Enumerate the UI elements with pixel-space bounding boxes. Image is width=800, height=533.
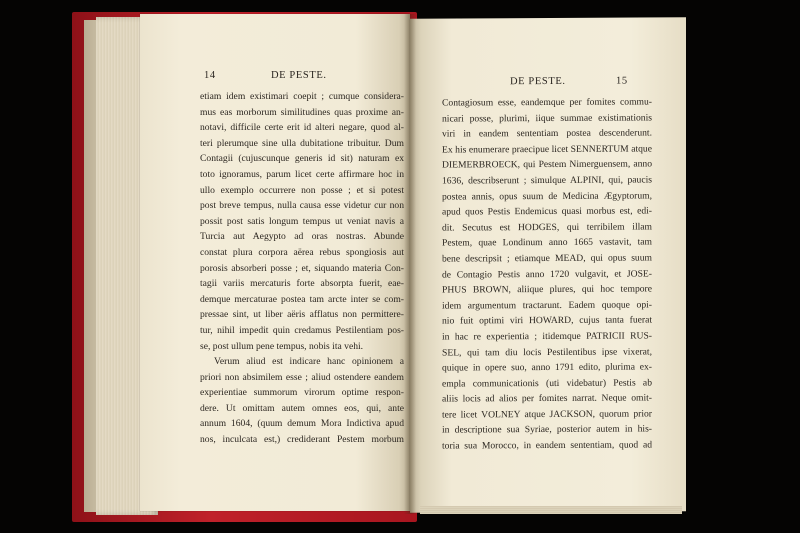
text-line: post breve tempus, nulla causa esse videtur cur non [200,200,404,212]
text-line: Ex his enumerare praecipue licet SENNERTUM atque [442,143,652,156]
right-page [410,17,686,512]
left-page [140,14,410,511]
text-line: dere. Ut omittam autem omnes eos, qui, ante [200,402,404,414]
right-running-head: DE PESTE. [510,75,566,88]
text-line: possit post satis longum tempus ut veniat navis a [200,215,404,227]
text-line: tur, nihil impedit quin credamus Pestilentiam pos- [200,324,404,336]
left-running-head: DE PESTE. [271,70,327,81]
text-line: Contagiosum esse, eandemque per fomites commu- [442,96,652,109]
text-line: idem argumentum tractarunt. Eadem quoque opi- [442,299,652,312]
page-edges-bottom [420,506,682,514]
text-line: etiam idem existimari coepit ; cumque considera- [200,91,404,102]
text-line: toto ignoramus, parum licet certe affirmare hoc in [200,168,404,180]
text-line: quique in opere suo, anno 1791 edito, plurima ex- [442,361,652,374]
text-line: Pestem, quae Londinum anno 1665 vastavit, tam [442,236,652,249]
text-line: nos, inculcata est,) crediderant Pestem morbum [200,434,404,446]
text-line: annum 1604, (quum demum Mora Indictiva apud [200,418,404,430]
right-page-text [442,94,652,454]
text-line: bene descripsit ; etiamque MEAD, qui opus suum [442,252,652,265]
text-line: toria sua Morocco, in eandem sententiam, quod ad [442,439,652,452]
text-line: in descriptione sua Syriae, posterior autem in his- [442,423,652,437]
text-line: notavi, difficile certe erit id alteri negare, quod al- [200,122,404,134]
text-line: Contagii (cujuscunque generis id sit) naturam ex [200,153,404,165]
text-line: se, post ullum pene tempus, nobis ita vehi. [200,340,364,352]
text-line: priori non absimilem esse ; aliud ostendere eandem [200,371,404,383]
text-line: Turcia aut Aegypto ad oras nostras. Abunde [200,231,404,243]
text-line: pressae sint, ut liber aëris afflatus non permittere- [200,309,404,321]
text-line: demque mercaturae postea tam arcte inter se com- [200,293,404,305]
text-line: postea annis, opus suum de Medicina Ægyptorum, [442,190,652,203]
left-page-text [200,89,404,448]
text-line: 1636, describserunt ; simulque ALPINI, qui, paucis [442,174,652,187]
text-line: tere licet VOLNEY atque JACKSON, quorum prior [442,408,652,421]
text-line: ullo exemplo occurrere non posse ; et si potest [200,184,404,196]
text-line: in hac re experientia ; itidemque PATRICII RUS- [442,330,652,343]
text-line: tagii variis mercaturis forte absorpta fuerit, eae- [200,278,404,290]
text-line: constat plura corpora aërea rebus spongiosis aut [200,246,404,258]
book-gutter [404,14,416,514]
right-page-number: 15 [616,75,628,87]
text-line: dit. Secutus est HODGES, qui terribilem illam [442,221,652,234]
left-page-number: 14 [204,70,216,81]
text-line: apud quos Pestis Endemicus quasi morbus est, edi- [442,205,652,218]
text-line: SEL, qui tam diu locis Pestilentibus ipse vixerat, [442,345,652,359]
text-line: de Contagio Pestis anno 1720 vulgavit, et JOSE- [442,267,652,281]
text-line: porosis absorberi posse ; et, siquando materia Con- [200,262,404,274]
text-line: aliis locis ad alios per fomites narrat. Neque omit- [442,392,652,405]
text-line: mus eas morborum similitudines quas proxime an- [200,106,404,118]
text-line: DIEMERBROECK, qui Pestem Nimerguensem, anno [442,158,652,171]
text-line: PHUS BROWN, aliique plures, qui hoc tempore [442,283,652,296]
text-line: empla communicationis (uti videbatur) Pestis ab [442,377,652,390]
text-line: nicari posse, plurimi, iique summae existimationis [442,112,652,125]
text-line: nio fuit optimi viri HOWARD, cujus tanta fuerat [442,314,652,327]
text-line: Verum aliud est indicare hanc opinionem a [214,356,404,368]
text-line: viri in eandem sententiam postea descenderunt. [442,127,652,140]
text-line: experientiae summorum virorum optime respon- [200,387,404,399]
text-line: teri plerumque sine ulla dubitatione tribuitur. Dum [200,137,404,149]
